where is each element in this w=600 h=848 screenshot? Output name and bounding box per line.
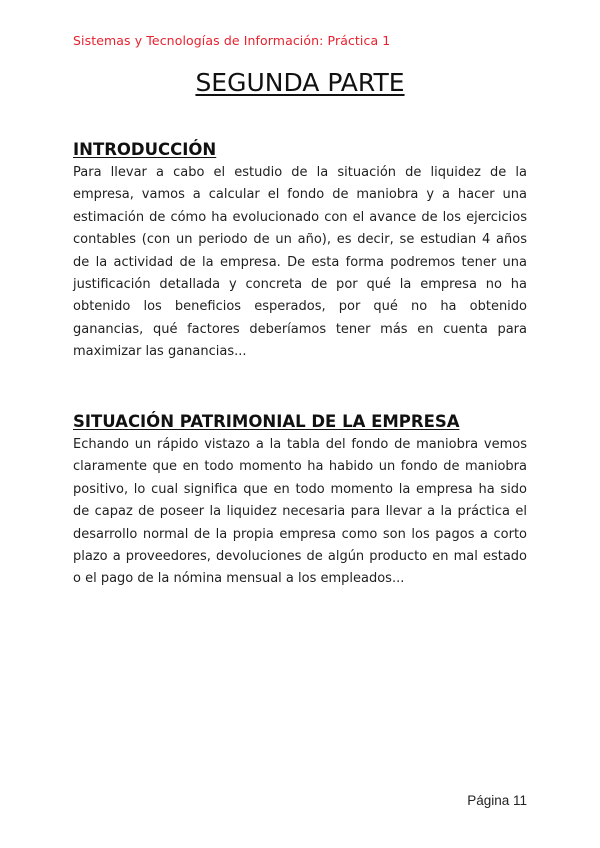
- section-paragraph: Para llevar a cabo el estudio de la situación de liquidez de la empresa, vamos a calcular el fondo de maniobra y a hacer una estimación de cómo ha evolucionado con el avance de los ejercicios contables (con un periodo de un año), es decir, se estudian 4 años de la actividad de la empresa. De esta forma podremos tener una justificación detallada y concreta de por qué la empresa no ha obtenido los beneficios esperados, por qué no ha obtenido ganancias, qué factores deberíamos tener más en cuenta para maximizar las ganancias...: [73, 165, 527, 360]
- section-situacion-patrimonial: [73, 412, 527, 591]
- page-title: SEGUNDA PARTE: [195, 68, 405, 97]
- section-paragraph: Echando un rápido vistazo a la tabla del fondo de maniobra vemos claramente que en todo momento ha habido un fondo de maniobra positivo, lo cual significa que en todo momento la empresa ha sido de capaz de poseer la liquidez necesaria para llevar a la práctica el desarrollo normal de la propia empresa como son los pagos a corto plazo a proveedores, devoluciones de algún producto en mal estado o el pago de la nómina mensual a los empleados...: [73, 437, 527, 587]
- page-number: Página 11: [467, 793, 527, 808]
- section-heading: INTRODUCCIÓN: [73, 140, 217, 159]
- document-header: Sistemas y Tecnologías de Información: Práctica 1: [73, 33, 391, 48]
- section-heading: SITUACIÓN PATRIMONIAL DE LA EMPRESA: [73, 412, 460, 431]
- section-introduccion: [73, 140, 527, 364]
